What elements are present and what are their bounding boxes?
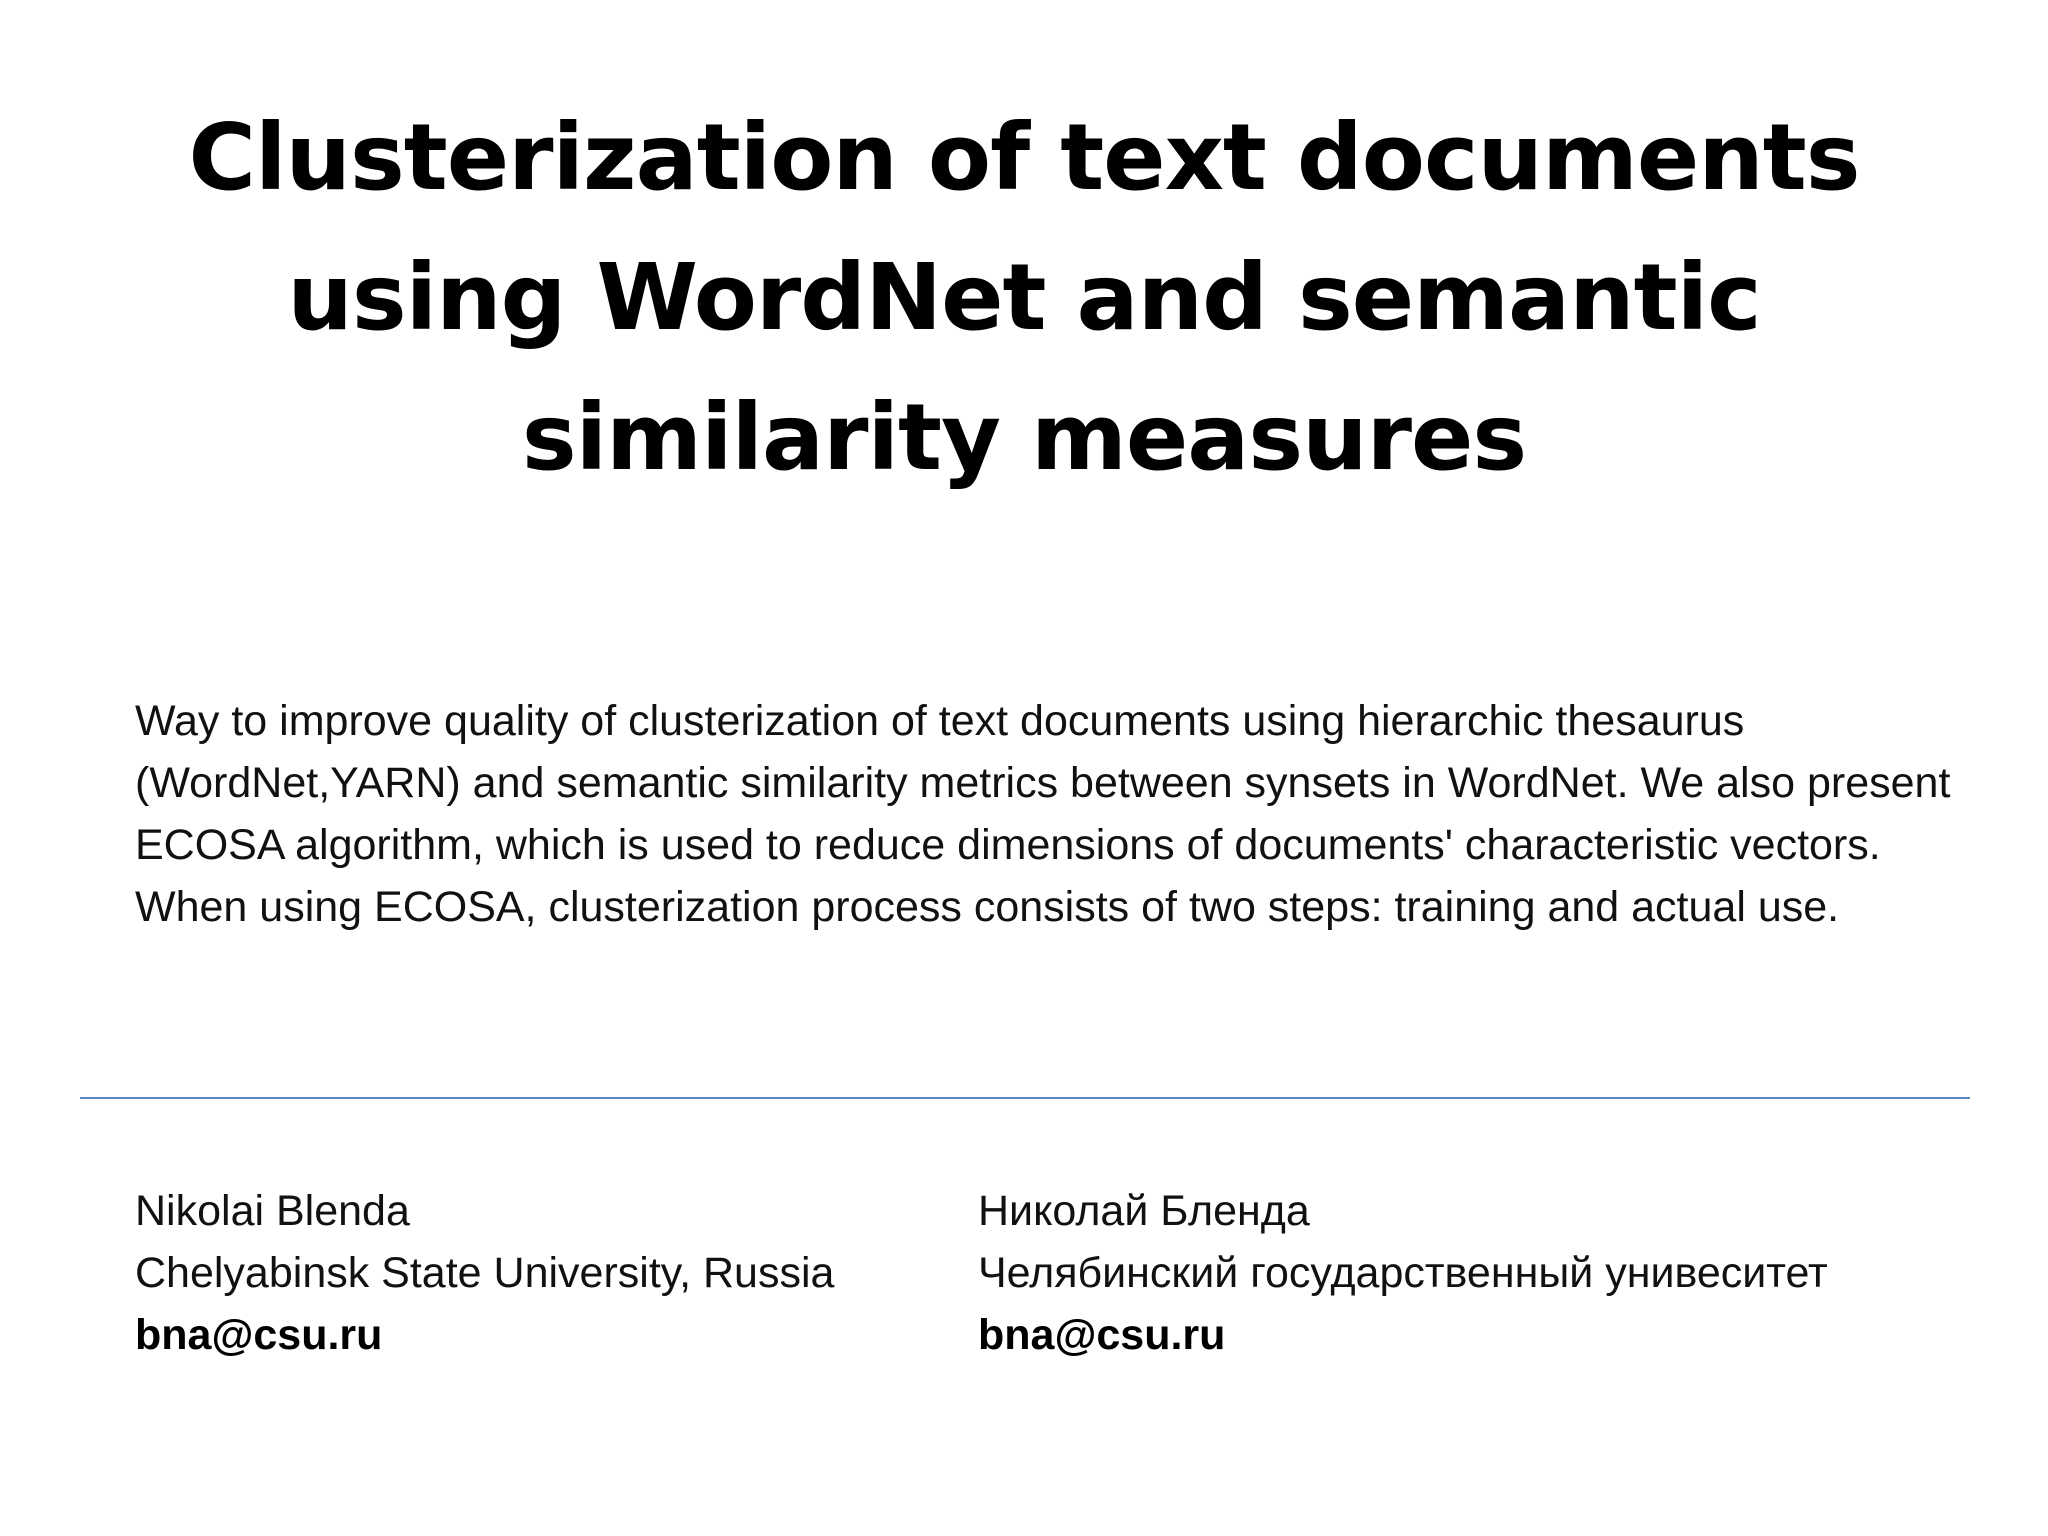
title-line-3: similarity measures: [521, 384, 1527, 491]
author-email-ru: bna@csu.ru: [978, 1311, 1226, 1359]
section-divider: [80, 1097, 1970, 1099]
author-block-english: [135, 1180, 955, 1366]
author-name-en: Nikolai Blenda: [135, 1187, 410, 1235]
abstract-text: Way to improve quality of clusterization of text documents using hierarchic thesaurus (WordNet,YARN) and semantic similarity metrics between synsets in WordNet. We also present ECOSA algorithm, which is used to reduce dimensions of documents' characteristic vectors. When using ECOSA, clusterization process consists of two steps: training and actual use.: [135, 697, 1951, 931]
title-line-2: using WordNet and semantic: [287, 244, 1761, 351]
author-name-ru: Николай Бленда: [978, 1187, 1310, 1235]
author-block-russian: [978, 1180, 1978, 1366]
author-affiliation-en: Chelyabinsk State University, Russia: [135, 1249, 835, 1297]
title-line-1: Clusterization of text documents: [188, 104, 1860, 211]
author-email-en: bna@csu.ru: [135, 1311, 383, 1359]
author-affiliation-ru: Челябинский государственный унивеситет: [978, 1249, 1828, 1297]
slide-title: [150, 88, 1898, 508]
